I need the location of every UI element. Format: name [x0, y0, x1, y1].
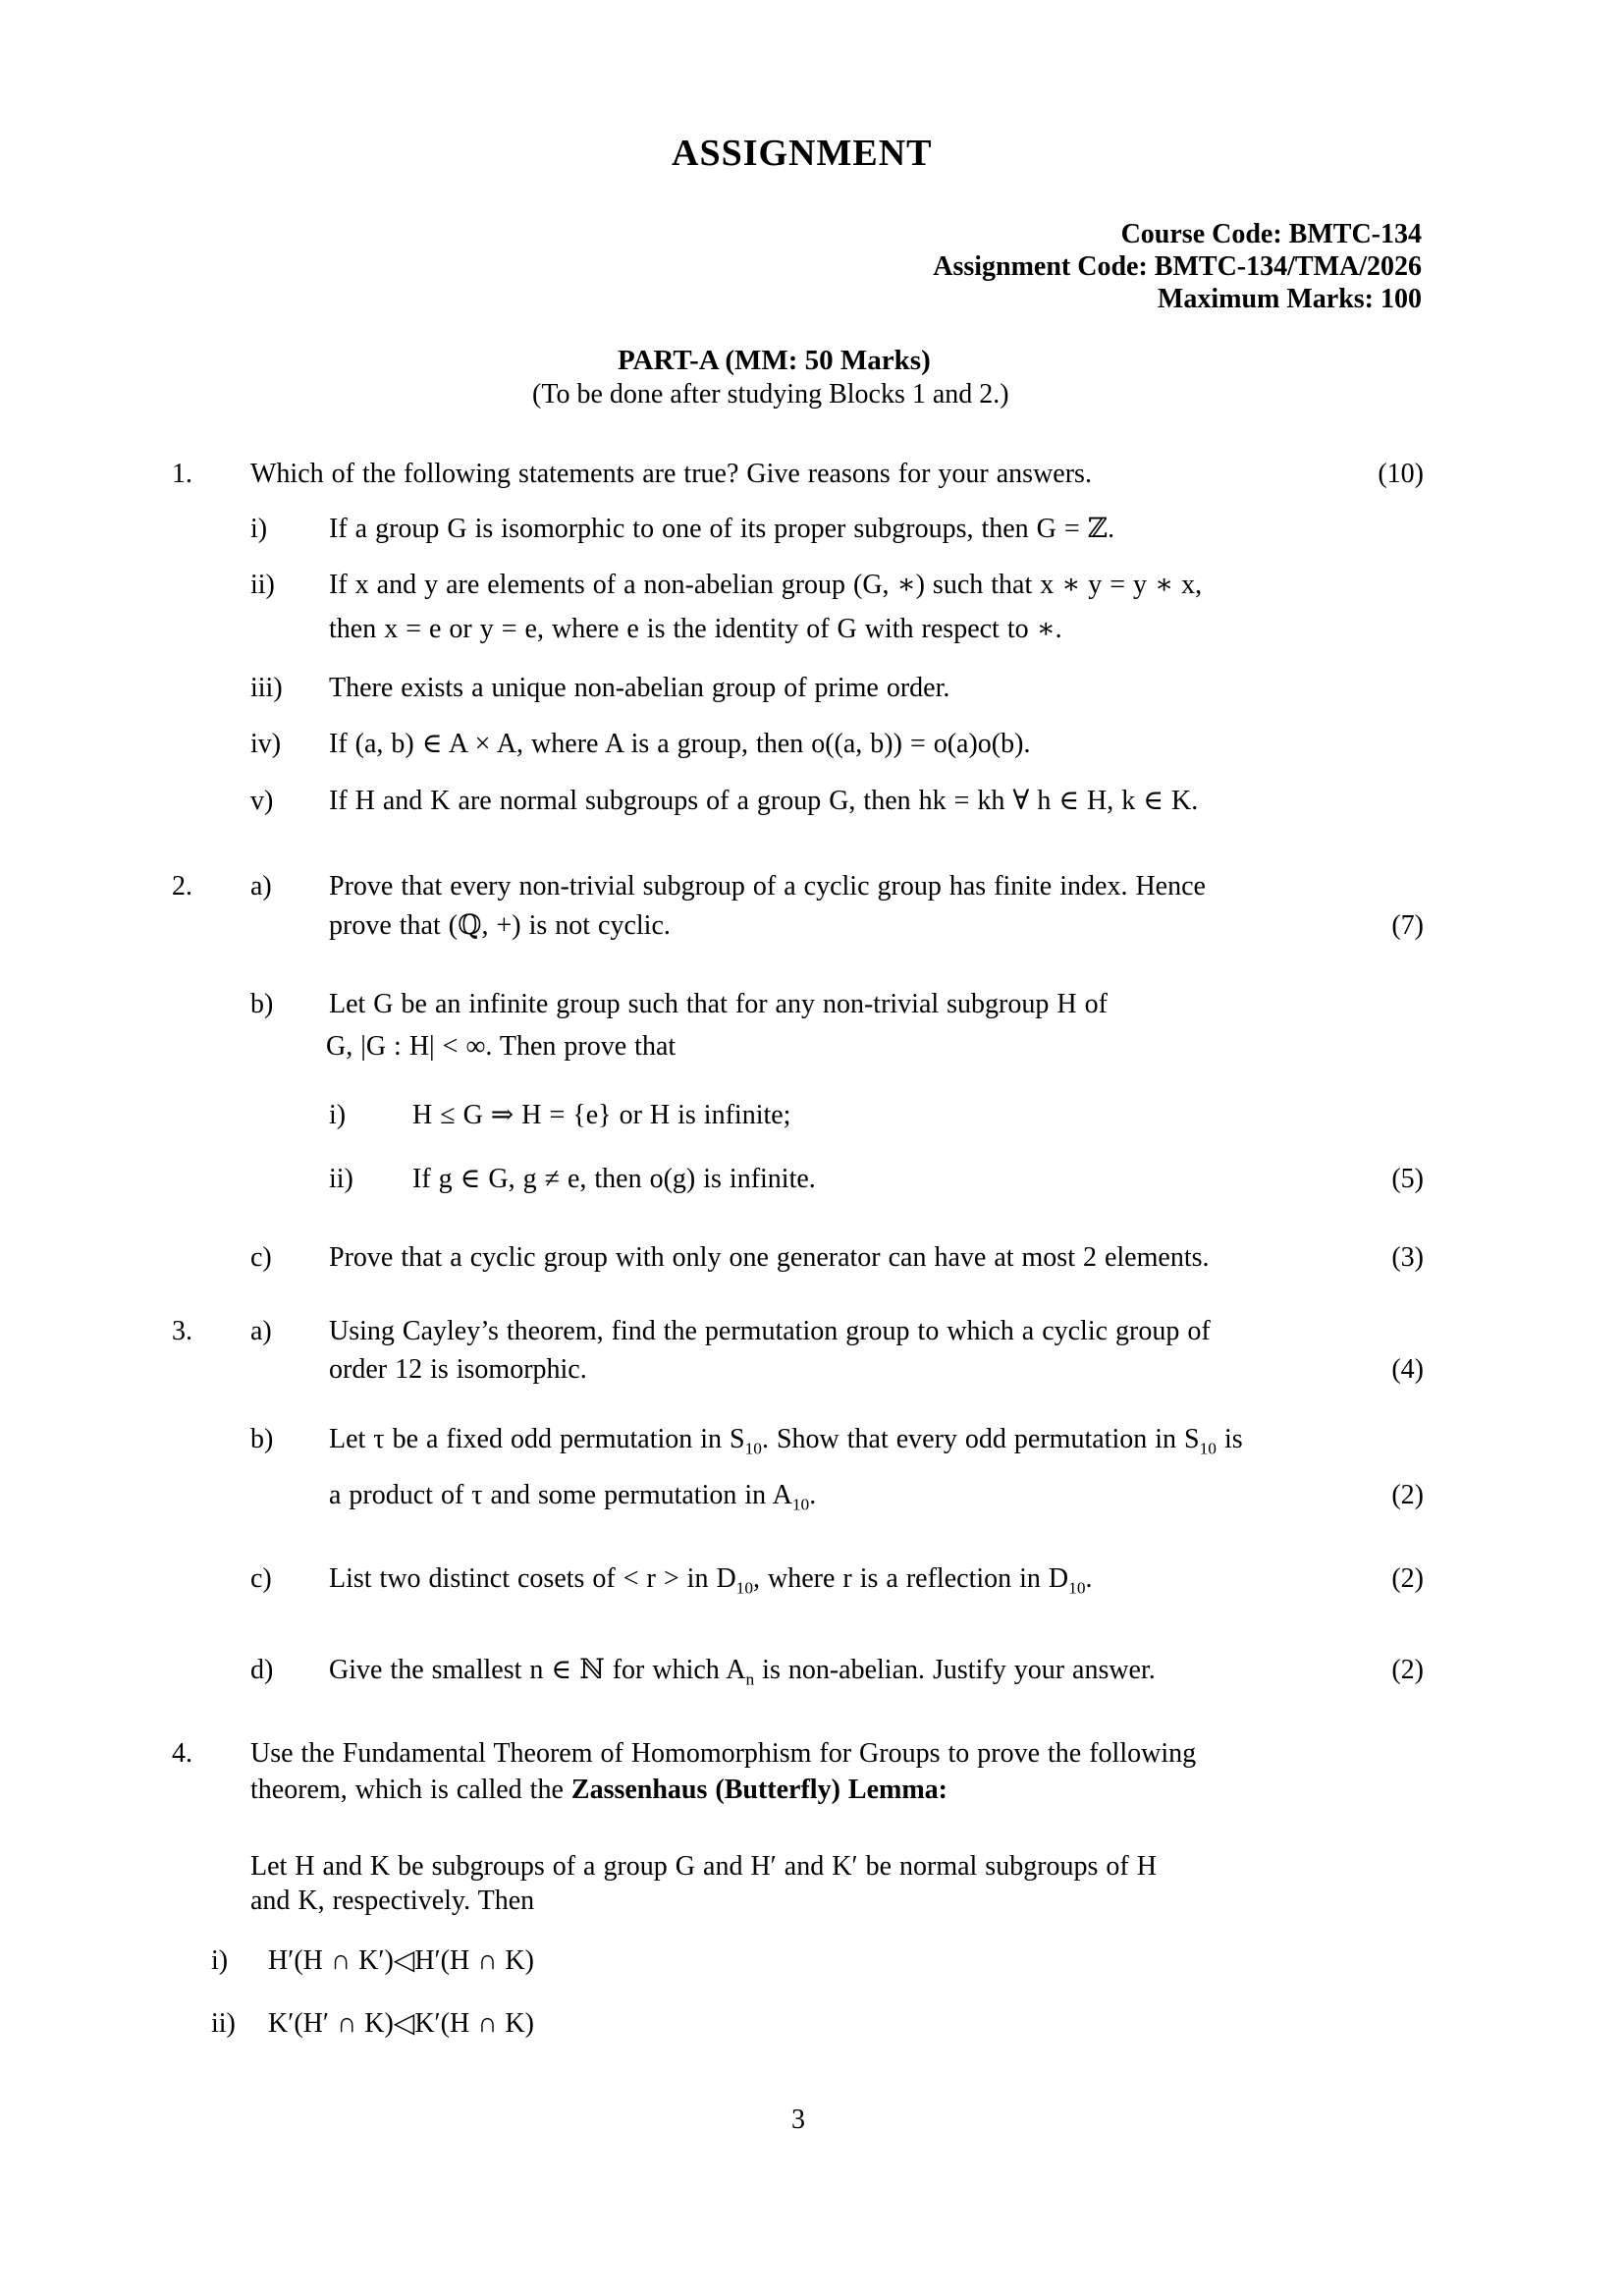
page-number: 3 [791, 2105, 805, 2135]
q2-item-a-line2: prove that (ℚ, +) is not cyclic. [329, 910, 671, 941]
question-1-text: Which of the following statements are true? Give reasons for your answers. [250, 459, 1092, 489]
assignment-code: Assignment Code: BMTC-134/TMA/2026 [933, 251, 1422, 282]
q3-item-b-line2: a product of τ and some permutation in $A_{10}$. [329, 1480, 817, 1514]
q1-item-i-label: i) [250, 514, 268, 544]
q1-item-i-text: If a group G is isomorphic to one of its proper subgroups, then G = ℤ. [329, 514, 1115, 544]
q1-item-v-label: v) [250, 786, 274, 816]
q3-item-a-line2: order 12 is isomorphic. [329, 1354, 587, 1385]
q3-item-c-text: List two distinct cosets of < r > in $D_{10}$, where r is a reflection in $D_{10}$. [329, 1563, 1093, 1598]
question-4-para-line1: Let H and K be subgroups of a group G and H′ and K′ be normal subgroups of H [250, 1851, 1157, 1882]
course-info-block [933, 218, 1422, 315]
part-a-subheading: (To be done after studying Blocks 1 and 2.) [532, 379, 1009, 410]
q3-item-d-marks: (2) [1391, 1655, 1424, 1685]
q2-item-c-marks: (3) [1391, 1242, 1424, 1273]
q3-item-a-label: a) [250, 1316, 272, 1346]
q4-item-i-formula: H′(H ∩ K′)◁H′(H ∩ K) [268, 1945, 534, 1976]
q2b-item-ii-text: If g ∈ G, g ≠ e, then o(g) is infinite. [412, 1164, 816, 1194]
q3-item-b-marks: (2) [1391, 1480, 1424, 1510]
question-4-line1: Use the Fundamental Theorem of Homomorphism for Groups to prove the following [250, 1738, 1197, 1769]
q3-item-b-label: b) [250, 1424, 274, 1454]
question-4-number: 4. [172, 1738, 192, 1769]
q2b-item-i-text: H ≤ G ⇒ H = {e} or H is infinite; [412, 1100, 791, 1130]
q2b-item-i-label: i) [329, 1100, 347, 1130]
q1-item-iv-label: iv) [250, 729, 282, 759]
q1-item-iv-text: If (a, b) ∈ A × A, where A is a group, then o((a, b)) = o(a)o(b). [329, 729, 1031, 759]
q1-item-ii-line1: If x and y are elements of a non-abelian group (G, ∗) such that x ∗ y = y ∗ x, [329, 570, 1203, 600]
q1-item-iii-label: iii) [250, 673, 283, 703]
q1-item-v-text: If H and K are normal subgroups of a group G, then hk = kh ∀ h ∈ H, k ∈ K. [329, 786, 1199, 816]
q1-item-ii-label: ii) [250, 570, 275, 600]
question-4-line2: theorem, which is called the Zassenhaus (Butterfly) Lemma: [250, 1775, 947, 1805]
q3-item-d-label: d) [250, 1655, 274, 1685]
q2-item-b-label: b) [250, 989, 274, 1019]
q4-item-ii-label: ii) [211, 2008, 236, 2039]
q3-item-a-marks: (4) [1391, 1354, 1424, 1385]
question-4-para-line2: and K, respectively. Then [250, 1886, 535, 1916]
q2b-item-ii-marks: (5) [1391, 1164, 1424, 1194]
q3-item-c-marks: (2) [1391, 1563, 1424, 1594]
question-3-number: 3. [172, 1316, 192, 1346]
question-2-number: 2. [172, 871, 192, 902]
question-1-marks: (10) [1378, 459, 1424, 489]
q2-item-c-label: c) [250, 1242, 272, 1273]
maximum-marks: Maximum Marks: 100 [1157, 284, 1422, 314]
q2-item-b-line2: G, |G : H| < ∞. Then prove that [326, 1031, 677, 1062]
q4-item-ii-formula: K′(H′ ∩ K)◁K′(H ∩ K) [268, 2008, 534, 2039]
q1-item-ii-line2: then x = e or y = e, where e is the identity of G with respect to ∗. [329, 614, 1062, 644]
q4-item-i-label: i) [211, 1945, 229, 1976]
course-code: Course Code: BMTC-134 [1120, 219, 1422, 249]
q3-item-a-line1: Using Cayley’s theorem, find the permutation group to which a cyclic group of [329, 1316, 1211, 1346]
question-1-number: 1. [172, 459, 192, 489]
document-title: ASSIGNMENT [672, 133, 933, 174]
q2-item-c-text: Prove that a cyclic group with only one generator can have at most 2 elements. [329, 1242, 1210, 1273]
part-a-heading: PART-A (MM: 50 Marks) [618, 345, 931, 376]
q2-item-b-line1: Let G be an infinite group such that for any non-trivial subgroup H of [329, 989, 1108, 1019]
q2-item-a-marks: (7) [1391, 910, 1424, 941]
q3-item-d-text: Give the smallest n ∈ ℕ for which $A_n$ is non-abelian. Justify your answer. [329, 1655, 1156, 1689]
q3-item-c-label: c) [250, 1563, 272, 1594]
q2b-item-ii-label: ii) [329, 1164, 353, 1194]
q2-item-a-label: a) [250, 871, 272, 902]
q1-item-iii-text: There exists a unique non-abelian group of prime order. [329, 673, 950, 703]
q2-item-a-line1: Prove that every non-trivial subgroup of a cyclic group has finite index. Hence [329, 871, 1206, 902]
q3-item-b-line1: Let τ be a fixed odd permutation in $S_{10}$. Show that every odd permutation in $S_{10}$ is [329, 1424, 1243, 1458]
